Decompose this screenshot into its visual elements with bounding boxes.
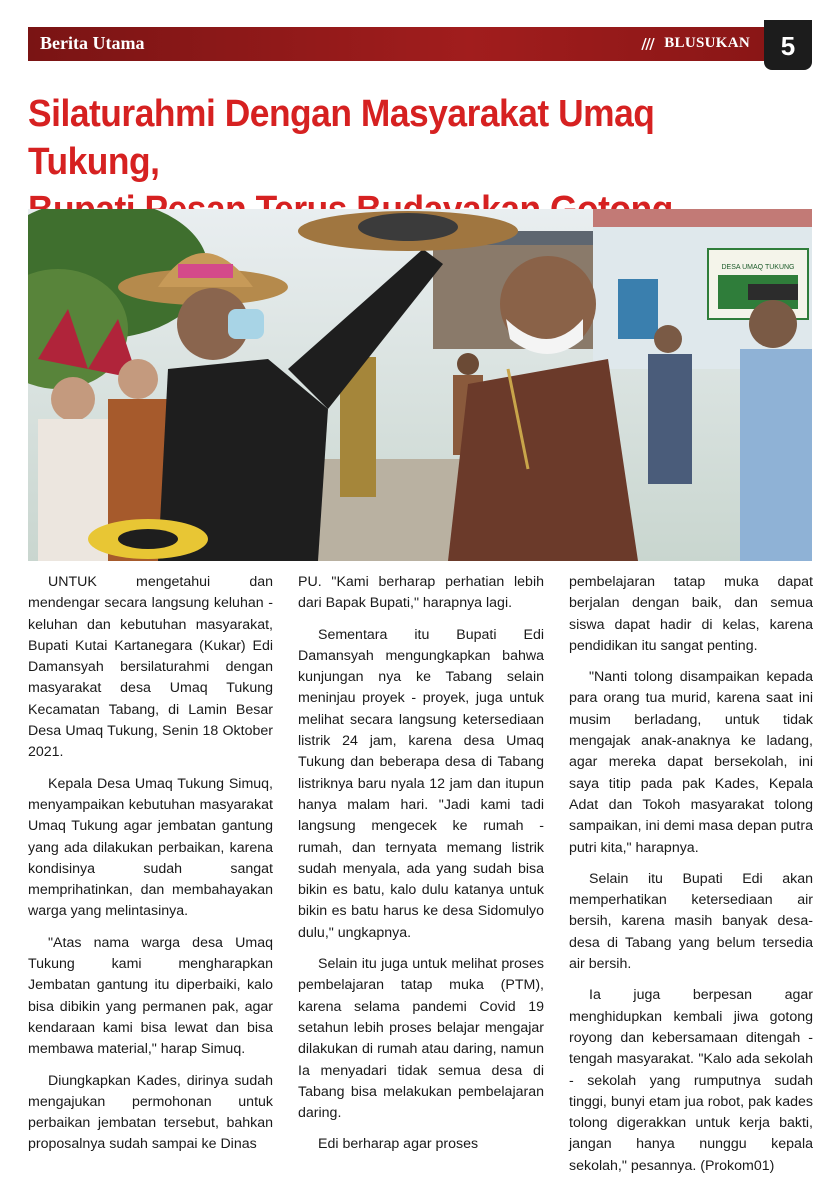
paragraph: Sementara itu Bupati Edi Damansyah mengungkapkan bahwa kunjungan nya ke Tabang selain meninjau proyek - proyek, juga untuk melihat secara langsung ketersediaan listrik 24 jam, karena desa Umaq Tukung dan beberapa desa di Tabang listriknya baru nyala 12 jam dan itupun hanya malam hari. "Jadi kami tadi langsung mengecek ke rumah - rumah, dan ternyata memang listrik sudah menyala, ada yang sudah bisa bikin es batu, kalo dulu katanya untuk bikin es batu harus ke desa Sidomulyo dulu," ungkapnya.	[298, 626, 544, 941]
paragraph: Kepala Desa Umaq Tukung Simuq, menyampaikan kebutuhan masyarakat Umaq Tukung agar jembatan gantung yang ada dilakukan perbaikan, karena kondisinya sudah sangat memprihatinkan, dan membahayakan warga yang melintasinya.	[28, 775, 273, 920]
rubric-label: BLUSUKAN	[664, 35, 750, 51]
paragraph: UNTUK mengetahui dan mendengar secara langsung keluhan - keluhan dan kebutuhan masyarakat, Bupati Kutai Kartanegara (Kukar) Edi Damansyah bersilaturahmi dengan masyarakat desa Umaq Tukung Kecamatan Tabang, di Lamin Besar Desa Umaq Tukung, Senin 18 Oktober 2021.	[28, 574, 273, 761]
section-label: Berita Utama	[40, 33, 145, 53]
paragraph: Diungkapkan Kades, dirinya sudah mengajukan permohonan untuk perbaikan jembatan tersebut, bahkan proposalnya sudah sampai ke Dinas	[28, 1072, 273, 1153]
paragraph: Edi berharap agar proses	[318, 1136, 479, 1153]
headline-line-1: Silaturahmi Dengan Masyarakat Umaq Tukung,	[28, 93, 655, 183]
paragraph: Selain itu Bupati Edi akan memperhatikan ketersediaan air bersih, karena masih banyak desa-desa di Tabang yang belum tersedia air bersih.	[569, 870, 813, 973]
stripes-icon	[640, 38, 656, 50]
article-column-1	[28, 572, 273, 1166]
article-photo	[28, 209, 812, 561]
paragraph: Selain itu juga untuk melihat proses pembelajaran tatap muka (PTM), karena selama pandemi Covid 19 setahun lebih proses belajar mengajar dilakukan di rumah atau daring, namun Ia menyadari tidak semua desa di Tabang bisa melakukan pembelajaran daring.	[298, 956, 544, 1122]
paragraph: Ia juga berpesan agar menghidupkan kembali jiwa gotong royong dan kebersamaan ditengah - tengah masyarakat. "Kalo ada sekolah - sekolah yang rumputnya sudah tinggi, bunyi etam jua robot, pak kades tolong digerakkan untuk kerja bakti, jangan hanya nunggu kepala sekolah," pesannya. (Prokom01)	[569, 987, 813, 1174]
article-column-2	[298, 572, 544, 1166]
section-header-bar	[28, 27, 764, 61]
paragraph: "Nanti tolong disampaikan kepada para orang tua murid, karena saat ini musim berladang, untuk tidak mengajak anak-anaknya ke ladang, agar mereka dapat bersekolah, ini saya titip pada pak Kades, Kepala Adat dan Tokoh masyarakat tolong sampaikan, ini demi masa depan putra putri kita," harapnya.	[569, 669, 813, 856]
paragraph: PU. "Kami berharap perhatian lebih dari Bapak Bupati," harapnya lagi.	[298, 574, 544, 612]
article-column-3	[569, 572, 813, 1187]
page-number: 5	[764, 20, 812, 70]
village-sign-text: DESA UMAQ TUKUNG	[721, 264, 795, 271]
paragraph: "Atas nama warga desa Umaq Tukung kami mengharapkan Jembatan gantung itu diperbaiki, kalo bisa dibikin yang permanen pak, agar kendaraan kami bisa lewat dan bisa membawa material," harap Simuq.	[28, 934, 273, 1058]
paragraph: pembelajaran tatap muka dapat berjalan dengan baik, dan semua siswa dapat hadir di kelas, karena pendidikan itu sangat penting.	[569, 574, 813, 654]
